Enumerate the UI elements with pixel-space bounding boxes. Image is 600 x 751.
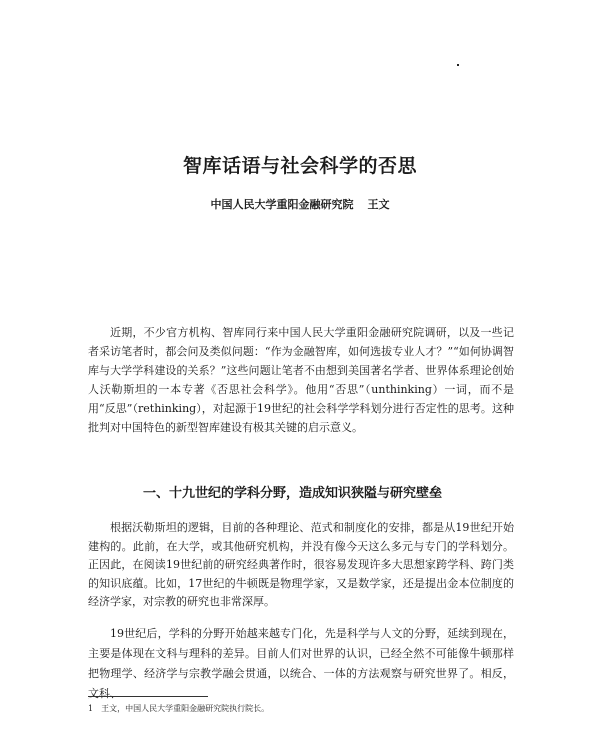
- page-mark: [457, 64, 459, 66]
- intro-paragraph: 近期，不少官方机构、智库同行来中国人民大学重阳金融研究院调研，以及一些记者采访笔者时，都会问及类似问题：“作为金融智库，如何选拔专业人才？”“如何协调智库与大学学科建设的关系？”这些问题让笔者不由想到美国著名学者、世界体系理论创始人沃勒斯坦的一本专著《否思社会科学》。他用“否思”（unthinking）一词，而不是用“反思”（rethinking），对起源于19世纪的社会科学学科划分进行否定性的思考。这种批判对中国特色的新型智库建设有极其关键的启示意义。: [88, 326, 514, 434]
- author-name: 王文: [367, 198, 390, 211]
- section-heading: 一、十九世纪的学科分野，造成知识狭隘与研究壁垒: [143, 486, 443, 501]
- article-title: 智库话语与社会科学的否思: [182, 155, 417, 177]
- footnote-divider: [88, 696, 208, 697]
- author-line: [0, 196, 600, 212]
- section1-paragraph-2: 19世纪后，学科的分野开始越来越专门化，先是科学与人文的分野，延续到现在，主要是体现在文科与理科的差异。目前人们对世界的认识，已经全然不可能像牛顿那样把物理学、经济学与宗教学融会贯通，以统合、一体的方法观察与研究世界了。相反，文科、: [88, 627, 514, 700]
- author-affiliation: 中国人民大学重阳金融研究院: [210, 198, 354, 211]
- section1-paragraph-1: 根据沃勒斯坦的逻辑，目前的各种理论、范式和制度化的安排，都是从19世纪开始建构的。此前，在大学，或其他研究机构，并没有像今天这么多元与专门的学科划分。正因此，在阅读19世纪前的研究经典著作时，很容易发现许多大思想家跨学科、跨门类的知识底蕴。比如，17世纪的牛顿既是物理学家，又是数学家，还是提出金本位制度的经济学家，对宗教的研究也非常深厚。: [88, 521, 514, 608]
- footnote: 1 王文，中国人民大学重阳金融研究院执行院长。: [88, 704, 270, 713]
